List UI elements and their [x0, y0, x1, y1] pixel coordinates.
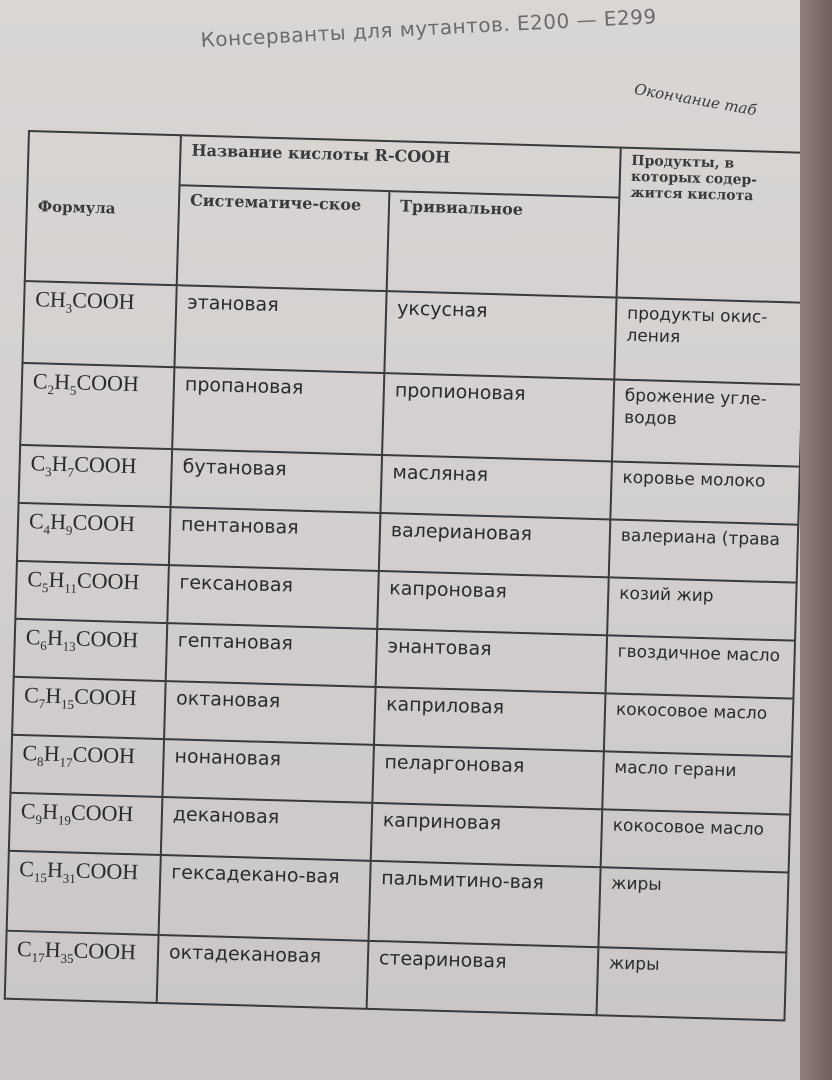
systematic-name-cell: этановая: [174, 285, 386, 373]
formula-symbol: H: [46, 856, 64, 883]
systematic-name-cell: гексадекано-вая: [159, 855, 371, 941]
formula-symbol: H: [45, 682, 62, 709]
products-cell: кокосовое масло: [604, 693, 794, 756]
products-cell: кокосовое масло: [601, 809, 791, 872]
formula-symbol: C: [28, 508, 45, 534]
systematic-name-cell: гексановая: [167, 565, 379, 629]
formula-subscript: 3: [44, 464, 52, 480]
formula-symbol: COOH: [73, 937, 137, 965]
trivial-name-cell: энантовая: [376, 629, 608, 693]
formula-subscript: 13: [62, 638, 76, 654]
systematic-name-cell: бутановая: [171, 449, 383, 513]
formula-subscript: 8: [36, 753, 44, 770]
acids-table-wrap: [4, 130, 800, 1021]
formula-cell: [22, 281, 176, 367]
systematic-name-cell: декановая: [161, 797, 373, 861]
systematic-name-cell: нонановая: [162, 739, 374, 803]
formula-symbol: C: [22, 740, 38, 766]
formula-subscript: 4: [43, 521, 51, 538]
formula-symbol: C: [25, 624, 41, 650]
formula-symbol: C: [23, 682, 40, 708]
formula-subscript: 15: [60, 696, 75, 712]
header-systematic: Систематиче-ское: [177, 185, 390, 291]
formula-cell: [14, 619, 168, 681]
products-cell: брожение угле-водов: [612, 379, 800, 466]
formula-cell: [10, 735, 164, 797]
trivial-name-cell: капроновая: [377, 571, 609, 635]
header-formula: Формула: [25, 131, 181, 285]
formula-symbol: COOH: [76, 567, 140, 595]
formula-symbol: C: [32, 368, 49, 394]
formula-symbol: C: [20, 798, 37, 824]
formula-symbol: C: [16, 936, 33, 962]
trivial-name-cell: стеариновая: [367, 941, 599, 1015]
formula-symbol: H: [43, 740, 61, 767]
trivial-name-cell: пальмитино-вая: [368, 861, 600, 947]
formula-symbol: COOH: [73, 451, 137, 479]
formula-subscript: 15: [33, 869, 48, 886]
header-products: Продукты, в которых содер-жится кислота: [617, 148, 800, 303]
formula-subscript: 7: [38, 695, 46, 712]
formula-subscript: 5: [41, 579, 49, 596]
formula-cell: [9, 793, 163, 855]
systematic-name-cell: октадекановая: [157, 935, 369, 1009]
formula-symbol: H: [46, 624, 64, 651]
systematic-name-cell: пропановая: [172, 367, 384, 455]
formula-cell: [5, 931, 159, 1003]
products-cell: валериана (трава: [609, 519, 799, 582]
formula-symbol: CH: [34, 286, 67, 313]
formula-symbol: H: [51, 450, 69, 477]
formula-subscript: 9: [65, 522, 73, 538]
table-continuation-note: Окончание таб: [632, 80, 759, 120]
systematic-name-cell: гептановая: [166, 623, 378, 687]
formula-cell: [12, 677, 166, 739]
page-edge-background: [800, 0, 832, 1080]
formula-subscript: 2: [47, 382, 55, 398]
formula-symbol: H: [49, 508, 67, 535]
formula-symbol: H: [48, 566, 65, 593]
formula-symbol: COOH: [70, 799, 134, 827]
products-cell: козий жир: [607, 577, 797, 640]
formula-symbol: COOH: [73, 683, 137, 711]
formula-symbol: C: [30, 450, 46, 476]
formula-cell: [7, 851, 161, 935]
formula-subscript: 11: [64, 580, 78, 596]
products-cell: жиры: [597, 947, 787, 1020]
formula-symbol: COOH: [72, 741, 136, 769]
formula-subscript: 19: [57, 812, 72, 828]
trivial-name-cell: валериановая: [379, 513, 611, 577]
formula-symbol: C: [27, 566, 43, 592]
products-cell: масло герани: [602, 751, 792, 814]
formula-cell: [19, 445, 173, 507]
formula-subscript: 17: [59, 754, 73, 770]
products-cell: коровье молоко: [610, 461, 800, 524]
formula-symbol: COOH: [75, 625, 139, 653]
formula-subscript: 17: [31, 949, 45, 966]
formula-subscript: 31: [62, 870, 76, 887]
formula-subscript: 5: [69, 382, 77, 398]
formula-symbol: H: [44, 936, 62, 963]
formula-symbol: COOH: [76, 369, 140, 397]
running-head: Консерванты для мутантов. Е200 — Е299: [200, 4, 658, 52]
formula-symbol: C: [19, 856, 35, 882]
formula-cell: [17, 503, 171, 565]
products-cell: жиры: [598, 867, 788, 952]
trivial-name-cell: каприновая: [371, 803, 603, 867]
carboxylic-acids-table: [4, 130, 800, 1021]
header-acid-name: Название кислоты R-COOH: [180, 135, 621, 197]
formula-symbol: COOH: [75, 857, 139, 885]
trivial-name-cell: пеларгоновая: [372, 745, 604, 809]
formula-cell: [15, 561, 169, 623]
trivial-name-cell: каприловая: [374, 687, 606, 751]
formula-symbol: H: [53, 368, 71, 395]
formula-symbol: COOH: [71, 287, 136, 315]
formula-symbol: COOH: [72, 509, 136, 537]
trivial-name-cell: уксусная: [384, 291, 616, 379]
formula-symbol: H: [41, 798, 59, 825]
formula-subscript: 9: [35, 811, 43, 828]
formula-subscript: 3: [65, 300, 73, 316]
systematic-name-cell: октановая: [164, 681, 376, 745]
products-cell: продукты окис-ления: [614, 297, 800, 384]
products-cell: гвоздичное масло: [605, 635, 795, 698]
systematic-name-cell: пентановая: [169, 507, 381, 571]
trivial-name-cell: масляная: [380, 455, 612, 519]
formula-subscript: 35: [60, 950, 74, 966]
formula-subscript: 7: [67, 464, 75, 480]
header-trivial: Тривиальное: [387, 191, 620, 297]
formula-subscript: 6: [40, 637, 48, 654]
trivial-name-cell: пропионовая: [382, 373, 614, 461]
formula-cell: [20, 363, 174, 449]
